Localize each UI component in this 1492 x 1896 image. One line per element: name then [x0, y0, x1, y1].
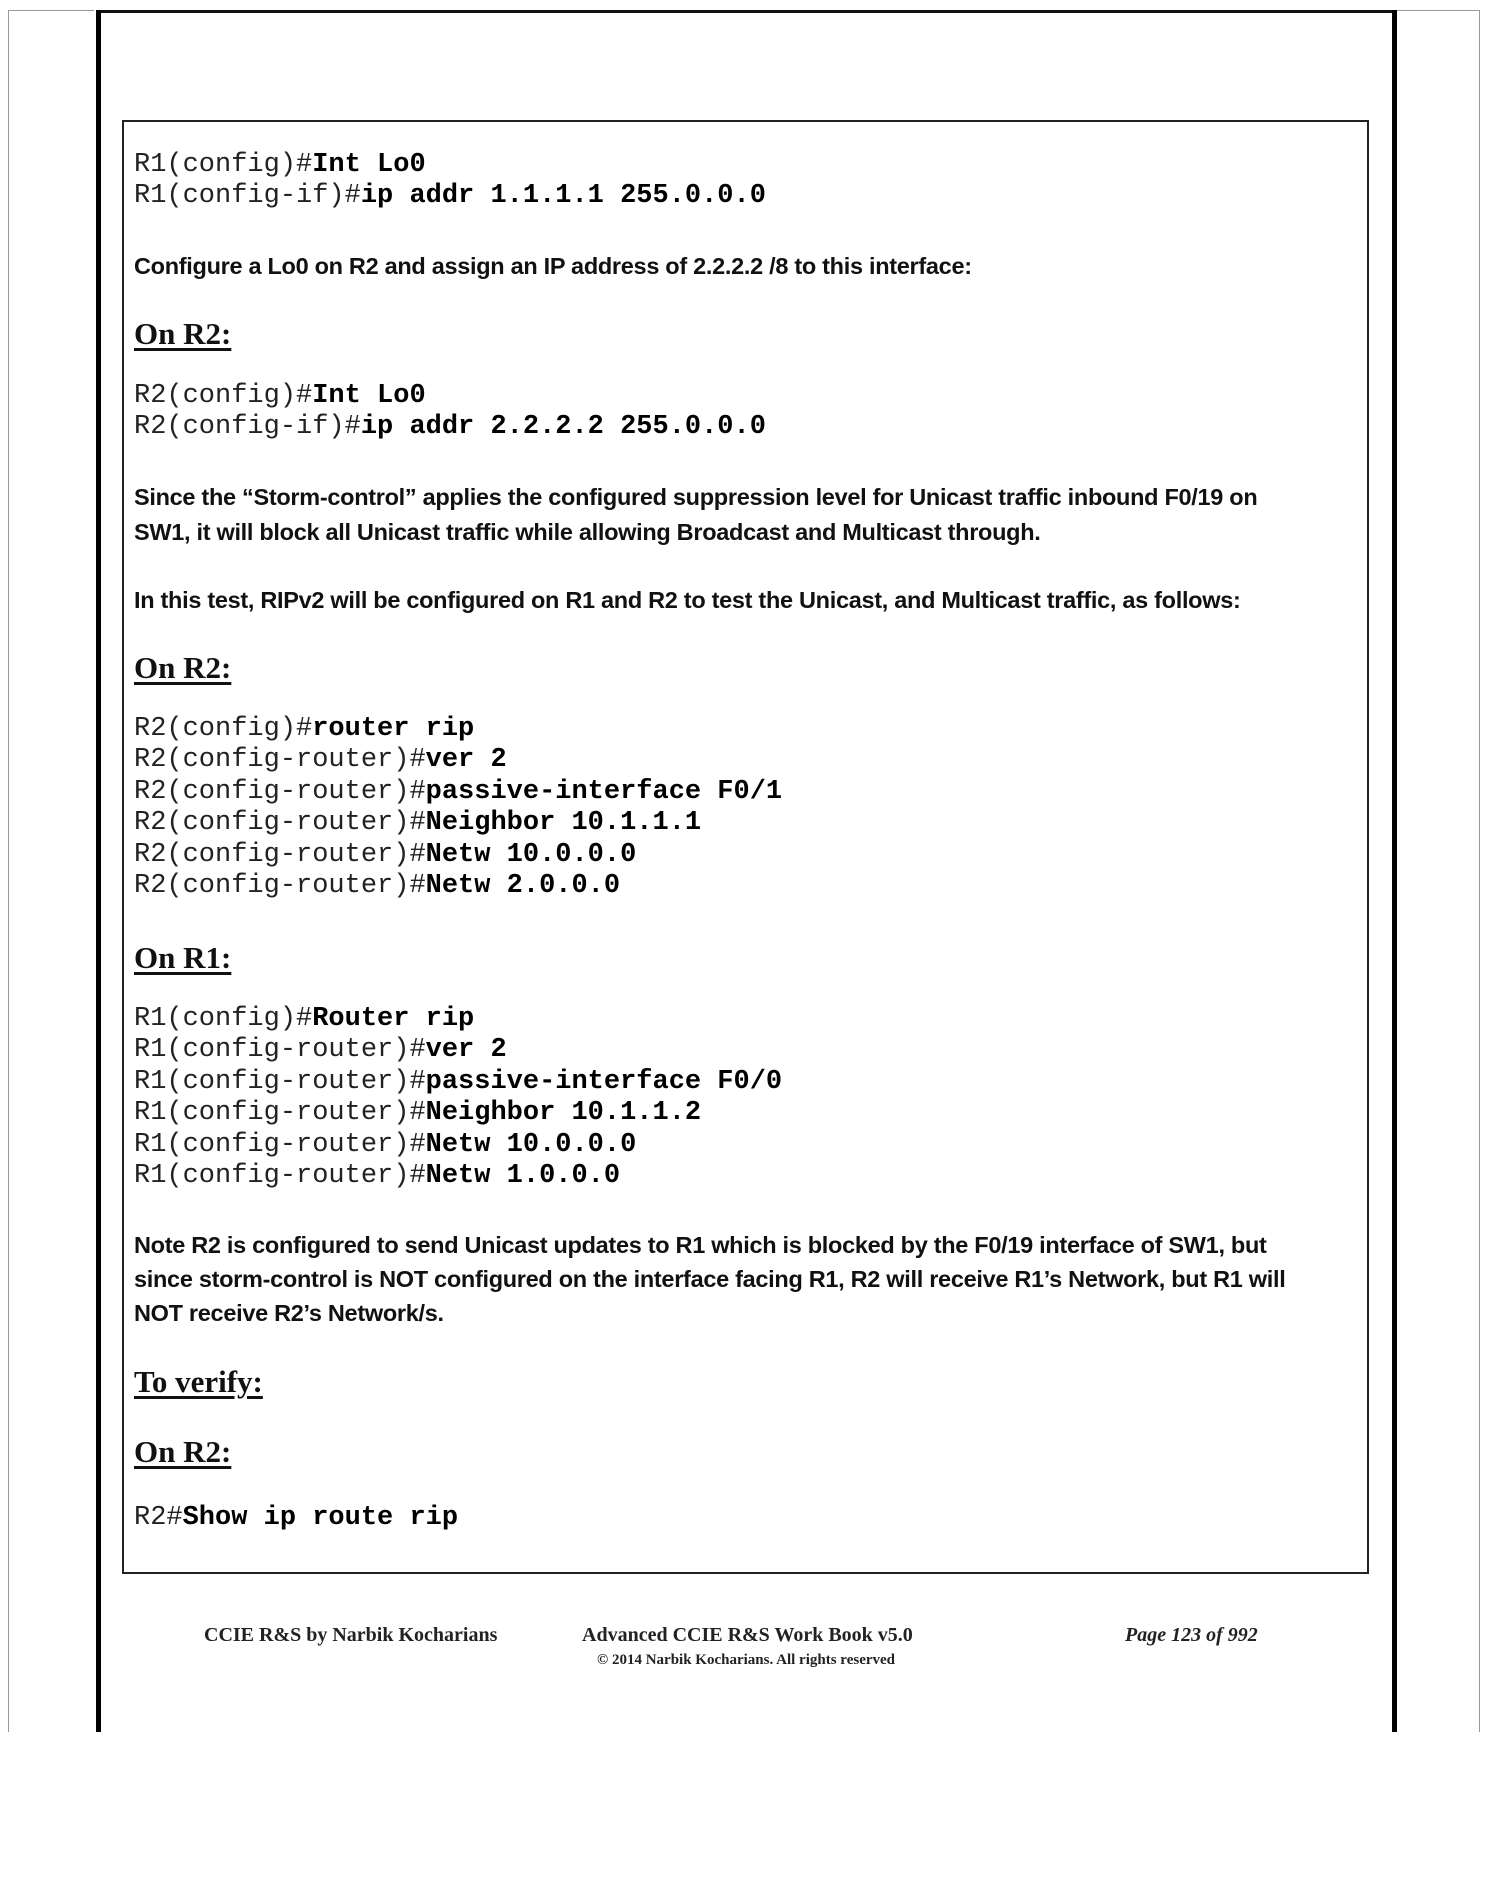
- cli-command: ip addr 1.1.1.1 255.0.0.0: [360, 181, 766, 211]
- cli-command: Netw 1.0.0.0: [425, 1161, 621, 1191]
- cli-prompt: R1(config-router)#: [134, 1035, 426, 1065]
- cli-command-line: [134, 1130, 636, 1160]
- cli-prompt: R1(config)#: [134, 1004, 313, 1034]
- cli-command-line: [134, 150, 426, 180]
- cli-prompt: R1(config-router)#: [134, 1130, 426, 1160]
- cli-command-line: [134, 1161, 620, 1191]
- cli-command: Netw 2.0.0.0: [425, 871, 621, 901]
- cli-prompt: R2(config-router)#: [134, 745, 426, 775]
- paragraph-line: In this test, RIPv2 will be configured on R1 and R2 to test the Unicast, and Multicast traffic, as follows:: [134, 587, 1241, 613]
- footer-page-number: Page 123 of 992: [1125, 1624, 1258, 1646]
- cli-command-line: [134, 1004, 474, 1034]
- cli-prompt: R2#: [134, 1503, 183, 1533]
- cli-command-line: [134, 1503, 458, 1533]
- section-heading: On R2:: [134, 1434, 232, 1469]
- cli-command: Netw 10.0.0.0: [425, 840, 637, 870]
- cli-command: Neighbor 10.1.1.2: [425, 1098, 702, 1128]
- cli-prompt: R1(config)#: [134, 150, 313, 180]
- cli-prompt: R2(config-router)#: [134, 808, 426, 838]
- cli-command-line: [134, 808, 701, 838]
- cli-prompt: R1(config-router)#: [134, 1067, 426, 1097]
- footer-copyright: © 2014 Narbik Kocharians. All rights reserved: [597, 1652, 896, 1668]
- cli-command: Neighbor 10.1.1.1: [425, 808, 702, 838]
- cli-command-line: [134, 412, 766, 442]
- cli-command: Netw 10.0.0.0: [425, 1130, 637, 1160]
- footer-book-title: Advanced CCIE R&S Work Book v5.0: [582, 1624, 913, 1646]
- cli-prompt: R2(config)#: [134, 381, 313, 411]
- cli-command: Router rip: [312, 1004, 475, 1034]
- cli-command-line: [134, 181, 766, 211]
- footer-author: CCIE R&S by Narbik Kocharians: [204, 1624, 498, 1646]
- cli-command-line: [134, 1098, 701, 1128]
- cli-command: passive-interface F0/0: [425, 1067, 783, 1097]
- cli-prompt: R1(config-if)#: [134, 181, 361, 211]
- cli-command-line: [134, 1067, 782, 1097]
- paragraph-line: since storm-control is NOT configured on the interface facing R1, R2 will receive R1’s Network, but R1 will: [134, 1266, 1286, 1292]
- cli-command-line: [134, 381, 426, 411]
- paragraph-line: Configure a Lo0 on R2 and assign an IP address of 2.2.2.2 /8 to this interface:: [134, 253, 972, 279]
- scan-edge-right: [1479, 10, 1480, 1732]
- cli-prompt: R1(config-router)#: [134, 1098, 426, 1128]
- cli-prompt: R2(config-router)#: [134, 871, 426, 901]
- cli-command-line: [134, 714, 474, 744]
- section-heading: To verify:: [134, 1364, 263, 1399]
- cli-prompt: R1(config-router)#: [134, 1161, 426, 1191]
- cli-command: ver 2: [425, 1035, 507, 1065]
- section-heading: On R2:: [134, 316, 232, 351]
- cli-command: passive-interface F0/1: [425, 777, 783, 807]
- page-frame-top: [97, 10, 1397, 13]
- cli-prompt: R2(config)#: [134, 714, 313, 744]
- paragraph-line: SW1, it will block all Unicast traffic while allowing Broadcast and Multicast through.: [134, 519, 1041, 545]
- paragraph-line: Since the “Storm-control” applies the configured suppression level for Unicast traffic inbound F0/19 on: [134, 484, 1258, 510]
- cli-prompt: R2(config-if)#: [134, 412, 361, 442]
- cli-prompt: R2(config-router)#: [134, 840, 426, 870]
- cli-command-line: [134, 745, 507, 775]
- scan-edge-top-left: [8, 10, 94, 11]
- paragraph-line: Note R2 is configured to send Unicast updates to R1 which is blocked by the F0/19 interface of SW1, but: [134, 1232, 1267, 1258]
- cli-command-line: [134, 1035, 507, 1065]
- page-frame-right: [1392, 10, 1397, 1732]
- scan-edge-left: [8, 10, 9, 1732]
- cli-command-line: [134, 777, 782, 807]
- cli-command-line: [134, 871, 620, 901]
- cli-command: Int Lo0: [312, 150, 426, 180]
- cli-command: Int Lo0: [312, 381, 426, 411]
- section-heading: On R2:: [134, 650, 232, 685]
- section-heading: On R1:: [134, 940, 232, 975]
- paragraph-line: NOT receive R2’s Network/s.: [134, 1300, 444, 1326]
- cli-command-line: [134, 840, 636, 870]
- cli-prompt: R2(config-router)#: [134, 777, 426, 807]
- cli-command: ver 2: [425, 745, 507, 775]
- cli-command: ip addr 2.2.2.2 255.0.0.0: [360, 412, 766, 442]
- cli-command: Show ip route rip: [182, 1503, 459, 1533]
- cli-command: router rip: [312, 714, 475, 744]
- page-frame-left: [96, 10, 101, 1732]
- scan-edge-top-right: [1397, 10, 1479, 11]
